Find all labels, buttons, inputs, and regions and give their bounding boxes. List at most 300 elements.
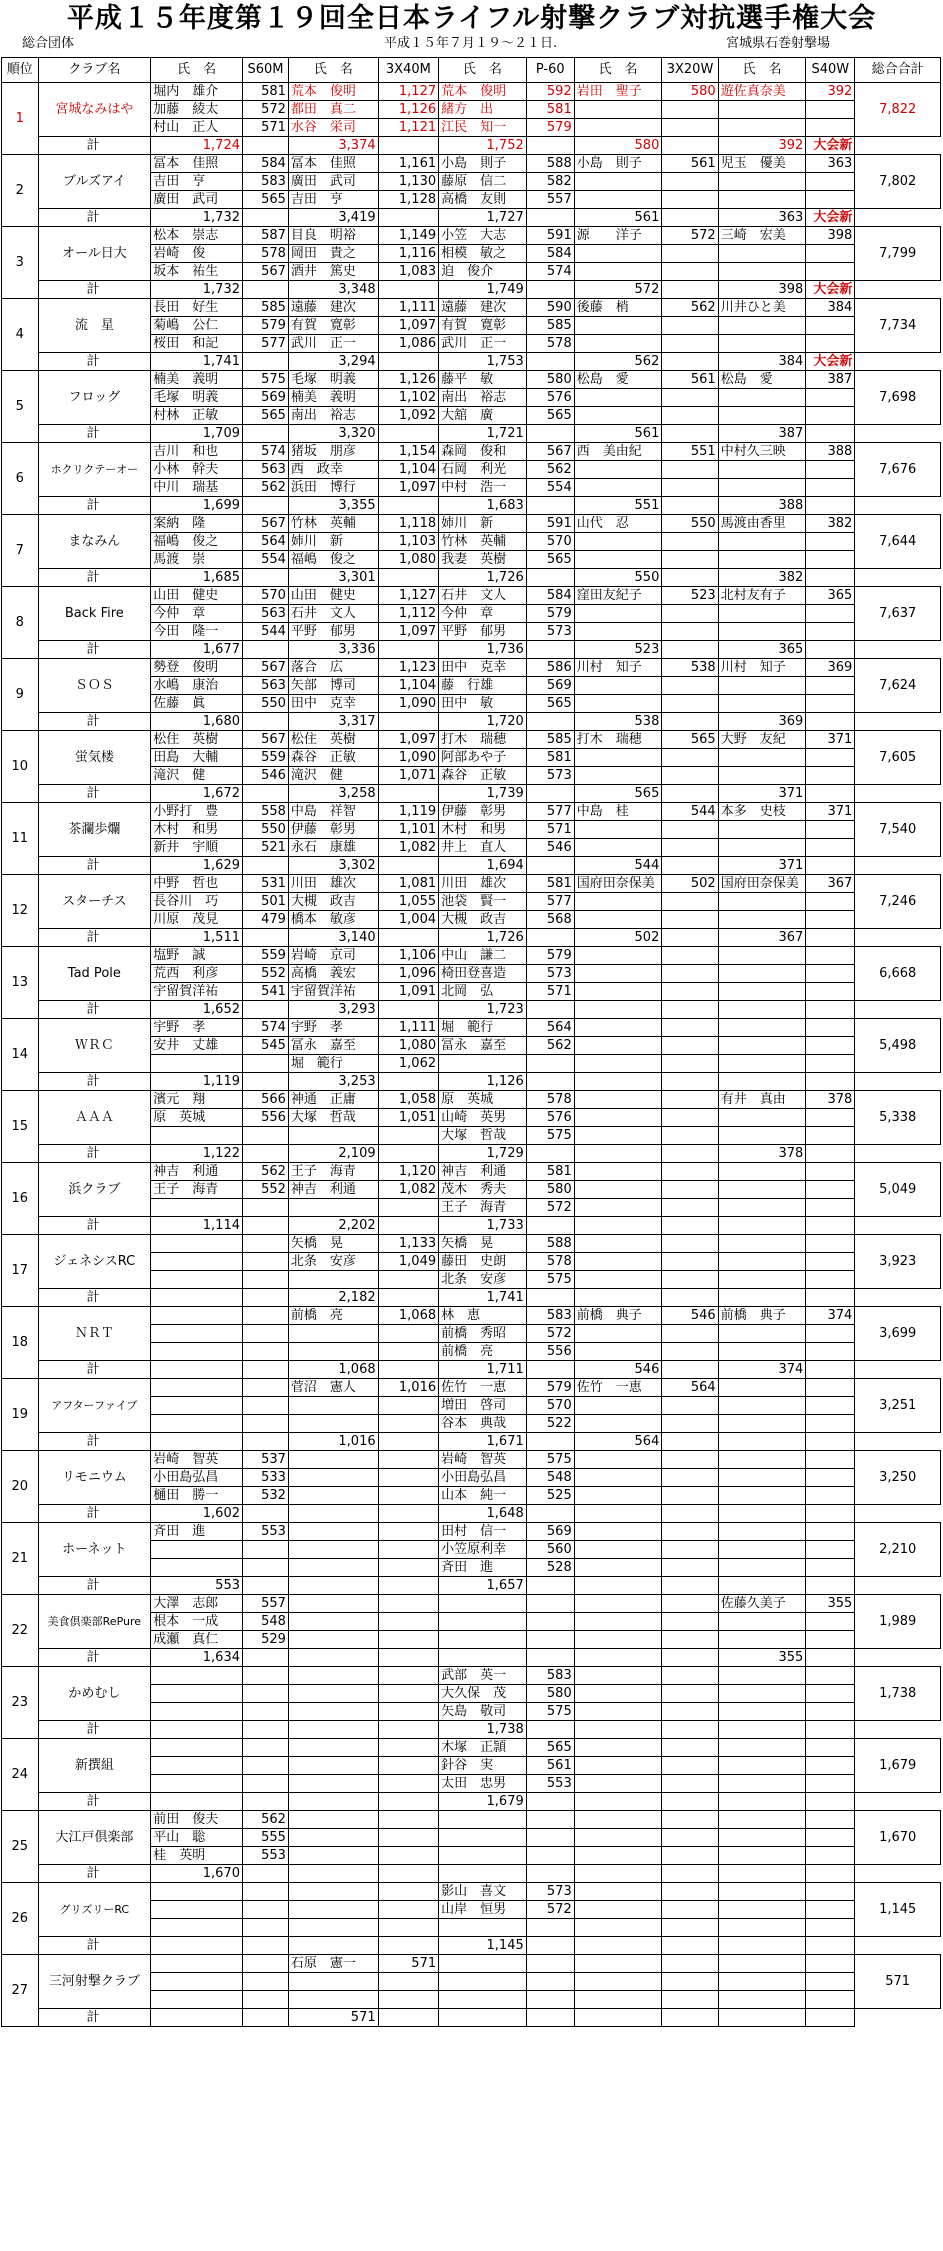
shooter-name: 谷本 典哉 — [439, 1415, 527, 1433]
shooter-name — [574, 245, 662, 263]
score-cell — [662, 821, 718, 839]
shooter-name: 樋田 勝一 — [151, 1487, 243, 1505]
score-cell: 565 — [662, 731, 718, 749]
total-score: 7,637 — [855, 587, 941, 641]
shooter-name: 荒本 俊明 — [439, 83, 527, 101]
subtotal-row — [2, 713, 941, 731]
shooter-name: 小野打 豊 — [151, 803, 243, 821]
subtotal-score: 363 — [718, 209, 806, 227]
shooter-name — [151, 1955, 243, 1973]
score-cell — [806, 767, 855, 785]
score-cell: 562 — [243, 479, 289, 497]
score-cell: 569 — [243, 389, 289, 407]
blank-cell — [378, 1361, 439, 1379]
score-cell: 525 — [526, 1487, 574, 1505]
score-cell: 538 — [662, 659, 718, 677]
shooter-name — [151, 1415, 243, 1433]
blank-cell — [662, 713, 718, 731]
shooter-name: 川村 知子 — [718, 659, 806, 677]
subtotal-score: 3,258 — [288, 785, 378, 803]
score-cell — [806, 1703, 855, 1721]
score-cell: 565 — [243, 407, 289, 425]
blank-cell — [243, 353, 289, 371]
shooter-name — [574, 983, 662, 1001]
score-cell — [662, 1901, 718, 1919]
subtotal-label: 計 — [38, 1793, 151, 1811]
blank-cell — [662, 209, 718, 227]
total-score: 7,540 — [855, 803, 941, 857]
shooter-name — [718, 1235, 806, 1253]
subtotal-score — [718, 1433, 806, 1451]
score-cell — [662, 1055, 718, 1073]
subtotal-score: 1,016 — [288, 1433, 378, 1451]
shooter-name: 石井 文人 — [288, 605, 378, 623]
score-cell: 1,104 — [378, 677, 439, 695]
score-cell — [806, 1037, 855, 1055]
shooter-name: 冨本 佳照 — [288, 155, 378, 173]
score-cell: 576 — [526, 1109, 574, 1127]
score-cell — [806, 1487, 855, 1505]
subtotal-score: 1,677 — [151, 641, 243, 659]
subtotal-score: 3,294 — [288, 353, 378, 371]
score-cell — [662, 1811, 718, 1829]
score-cell: 1,121 — [378, 119, 439, 137]
shooter-name — [288, 1811, 378, 1829]
score-cell: 574 — [243, 1019, 289, 1037]
total-score: 1,989 — [855, 1595, 941, 1649]
score-cell — [662, 1451, 718, 1469]
blank-cell — [378, 1793, 439, 1811]
subtotal-score: 1,736 — [439, 641, 527, 659]
record-badge — [806, 1001, 855, 1019]
subheader — [0, 34, 943, 54]
blank-cell — [243, 785, 289, 803]
score-cell — [526, 1595, 574, 1613]
shooter-name — [718, 101, 806, 119]
shooter-name — [718, 1559, 806, 1577]
shooter-name — [151, 1757, 243, 1775]
table-row — [2, 299, 941, 317]
shooter-name — [718, 1991, 806, 2009]
shooter-name: 武川 正一 — [288, 335, 378, 353]
score-cell — [662, 1775, 718, 1793]
total-score: 7,246 — [855, 875, 941, 929]
score-cell: 1,120 — [378, 1163, 439, 1181]
rank-cell: 15 — [2, 1091, 39, 1163]
shooter-name: 打木 瑞穂 — [439, 731, 527, 749]
column-header: 氏 名 — [151, 58, 243, 83]
total-score: 5,498 — [855, 1019, 941, 1073]
score-cell: 1,149 — [378, 227, 439, 245]
score-cell — [662, 1127, 718, 1145]
score-cell: 553 — [243, 1523, 289, 1541]
score-cell: 575 — [526, 1451, 574, 1469]
score-cell — [806, 1757, 855, 1775]
record-badge — [806, 1073, 855, 1091]
score-cell — [243, 1559, 289, 1577]
blank-cell — [378, 425, 439, 443]
score-cell — [806, 245, 855, 263]
subtotal-score: 1,726 — [439, 929, 527, 947]
score-cell: 581 — [243, 83, 289, 101]
score-cell — [662, 1739, 718, 1757]
score-cell — [243, 1055, 289, 1073]
subtotal-score — [439, 1865, 527, 1883]
shooter-name: 窪田友紀子 — [574, 587, 662, 605]
subtotal-score — [574, 1505, 662, 1523]
shooter-name: 藤原 信二 — [439, 173, 527, 191]
subtotal-label: 計 — [38, 1577, 151, 1595]
shooter-name: 中村久三映 — [718, 443, 806, 461]
score-cell: 579 — [526, 119, 574, 137]
subtotal-score: 2,109 — [288, 1145, 378, 1163]
shooter-name — [718, 1037, 806, 1055]
score-cell — [806, 749, 855, 767]
table-row — [2, 947, 941, 965]
shooter-name — [151, 1703, 243, 1721]
shooter-name: 石井 文人 — [439, 587, 527, 605]
shooter-name — [718, 1271, 806, 1289]
score-cell: 551 — [662, 443, 718, 461]
subtotal-score: 544 — [574, 857, 662, 875]
table-row — [2, 587, 941, 605]
shooter-name — [151, 1235, 243, 1253]
blank-cell — [378, 857, 439, 875]
score-cell: 561 — [526, 1757, 574, 1775]
shooter-name: 勢登 俊明 — [151, 659, 243, 677]
score-cell — [806, 623, 855, 641]
score-cell: 1,016 — [378, 1379, 439, 1397]
blank-cell — [526, 209, 574, 227]
shooter-name — [574, 479, 662, 497]
score-cell — [662, 1685, 718, 1703]
blank-cell — [243, 1217, 289, 1235]
shooter-name: 三崎 宏美 — [718, 227, 806, 245]
subtotal-score — [151, 2009, 243, 2027]
subtotal-score: 398 — [718, 281, 806, 299]
subtotal-score: 1,711 — [439, 1361, 527, 1379]
club-name: グリズリーRC — [38, 1883, 151, 1937]
score-cell: 580 — [526, 1685, 574, 1703]
score-cell: 584 — [526, 245, 574, 263]
blank-cell — [526, 137, 574, 155]
subtotal-score: 1,652 — [151, 1001, 243, 1019]
shooter-name: 迫 俊介 — [439, 263, 527, 281]
shooter-name: 坂本 祐生 — [151, 263, 243, 281]
shooter-name: 森谷 正敏 — [439, 767, 527, 785]
score-cell: 562 — [243, 1163, 289, 1181]
blank-cell — [662, 1937, 718, 1955]
shooter-name — [718, 551, 806, 569]
shooter-name: 田中 克幸 — [439, 659, 527, 677]
table-row — [2, 1091, 941, 1109]
record-badge: 大会新 — [806, 281, 855, 299]
subtotal-score: 387 — [718, 425, 806, 443]
shooter-name: 安井 丈雄 — [151, 1037, 243, 1055]
blank-cell — [662, 785, 718, 803]
shooter-name — [574, 1343, 662, 1361]
shooter-name: 平山 聡 — [151, 1829, 243, 1847]
shooter-name — [718, 1469, 806, 1487]
subtotal-score — [718, 1505, 806, 1523]
shooter-name: 緒方 出 — [439, 101, 527, 119]
shooter-name: 川村 知子 — [574, 659, 662, 677]
blank-cell — [662, 2009, 718, 2027]
shooter-name: 中島 桂 — [574, 803, 662, 821]
score-cell: 579 — [526, 947, 574, 965]
shooter-name: 村山 正人 — [151, 119, 243, 137]
blank-cell — [526, 1865, 574, 1883]
shooter-name: 中野 哲也 — [151, 875, 243, 893]
blank-cell — [378, 713, 439, 731]
shooter-name: 藤平 敏 — [439, 371, 527, 389]
shooter-name — [288, 1685, 378, 1703]
club-name: アフターファイブ — [38, 1379, 151, 1433]
subtotal-score — [574, 1145, 662, 1163]
shooter-name — [288, 1901, 378, 1919]
event-dates: 平成１５年７月１９～２１日. — [384, 36, 558, 51]
shooter-name — [151, 1973, 243, 1991]
shooter-name — [718, 1973, 806, 1991]
shooter-name — [574, 1163, 662, 1181]
score-cell — [806, 1811, 855, 1829]
score-cell: 587 — [243, 227, 289, 245]
shooter-name — [718, 1757, 806, 1775]
shooter-name: 太田 忠男 — [439, 1775, 527, 1793]
shooter-name: 石原 憲一 — [288, 1955, 378, 1973]
score-cell: 573 — [526, 623, 574, 641]
score-cell: 583 — [526, 1307, 574, 1325]
score-cell — [243, 1379, 289, 1397]
blank-cell — [662, 497, 718, 515]
score-cell — [662, 1253, 718, 1271]
score-cell: 570 — [526, 533, 574, 551]
subtotal-row — [2, 1361, 941, 1379]
subtotal-score: 1,634 — [151, 1649, 243, 1667]
subtotal-score — [151, 1721, 243, 1739]
shooter-name: 中島 祥智 — [288, 803, 378, 821]
shooter-name — [574, 1811, 662, 1829]
score-cell — [662, 1541, 718, 1559]
score-cell: 479 — [243, 911, 289, 929]
blank-cell — [378, 137, 439, 155]
shooter-name: 毛塚 明義 — [288, 371, 378, 389]
shooter-name — [718, 605, 806, 623]
club-name: ＳＯＳ — [38, 659, 151, 713]
subtotal-row — [2, 1937, 941, 1955]
shooter-name — [718, 263, 806, 281]
shooter-name — [718, 1487, 806, 1505]
table-row — [2, 1595, 941, 1613]
shooter-name: 武川 正一 — [439, 335, 527, 353]
score-cell — [662, 839, 718, 857]
score-cell: 398 — [806, 227, 855, 245]
subtotal-score: 3,302 — [288, 857, 378, 875]
score-cell: 1,102 — [378, 389, 439, 407]
score-cell: 544 — [662, 803, 718, 821]
score-cell: 557 — [526, 191, 574, 209]
subtotal-row — [2, 857, 941, 875]
table-row — [2, 1811, 941, 1829]
record-badge — [806, 1145, 855, 1163]
club-name: ＮＲＴ — [38, 1307, 151, 1361]
shooter-name: 相模 敏之 — [439, 245, 527, 263]
score-cell: 537 — [243, 1451, 289, 1469]
score-cell — [662, 1973, 718, 1991]
club-name: ホクリクテーオー — [38, 443, 151, 497]
score-cell — [806, 1955, 855, 1973]
shooter-name — [574, 1451, 662, 1469]
subtotal-score: 3,419 — [288, 209, 378, 227]
score-cell: 591 — [526, 227, 574, 245]
subtotal-label: 計 — [38, 353, 151, 371]
score-cell: 588 — [526, 1235, 574, 1253]
score-cell: 565 — [526, 407, 574, 425]
blank-cell — [526, 929, 574, 947]
blank-cell — [662, 929, 718, 947]
score-cell: 1,097 — [378, 623, 439, 641]
shooter-name — [288, 1973, 378, 1991]
shooter-name: 岩崎 京司 — [288, 947, 378, 965]
score-cell — [806, 1451, 855, 1469]
shooter-name: 酒井 篤史 — [288, 263, 378, 281]
shooter-name: 廣田 武司 — [288, 173, 378, 191]
score-cell: 586 — [526, 659, 574, 677]
score-cell: 365 — [806, 587, 855, 605]
subtotal-score — [288, 1505, 378, 1523]
shooter-name: 馬渡 崇 — [151, 551, 243, 569]
rank-cell: 9 — [2, 659, 39, 731]
score-cell — [243, 1991, 289, 2009]
score-cell — [806, 1523, 855, 1541]
shooter-name — [439, 1829, 527, 1847]
shooter-name — [151, 1397, 243, 1415]
subtotal-score: 378 — [718, 1145, 806, 1163]
subtotal-score: 1,733 — [439, 1217, 527, 1235]
shooter-name — [288, 1595, 378, 1613]
table-row — [2, 1883, 941, 1901]
shooter-name — [574, 1919, 662, 1937]
record-badge — [806, 1289, 855, 1307]
score-cell — [806, 1883, 855, 1901]
score-cell — [806, 1181, 855, 1199]
shooter-name: 長田 好生 — [151, 299, 243, 317]
score-cell — [243, 1271, 289, 1289]
blank-cell — [662, 641, 718, 659]
shooter-name: 西 政幸 — [288, 461, 378, 479]
shooter-name — [574, 1055, 662, 1073]
score-cell — [662, 947, 718, 965]
subtotal-score: 384 — [718, 353, 806, 371]
score-cell: 1,097 — [378, 317, 439, 335]
score-cell: 1,111 — [378, 299, 439, 317]
score-cell: 550 — [243, 695, 289, 713]
shooter-name — [574, 335, 662, 353]
subtotal-row — [2, 425, 941, 443]
shooter-name — [718, 1415, 806, 1433]
shooter-name — [288, 1757, 378, 1775]
shooter-name — [151, 1307, 243, 1325]
score-cell — [662, 965, 718, 983]
blank-cell — [378, 569, 439, 587]
shooter-name — [288, 1469, 378, 1487]
shooter-name: 田島 大輔 — [151, 749, 243, 767]
subtotal-score: 572 — [574, 281, 662, 299]
shooter-name — [288, 1397, 378, 1415]
subtotal-score: 1,685 — [151, 569, 243, 587]
score-cell: 580 — [662, 83, 718, 101]
subtotal-score: 561 — [574, 425, 662, 443]
score-cell: 581 — [526, 749, 574, 767]
score-cell: 584 — [243, 155, 289, 173]
score-cell: 374 — [806, 1307, 855, 1325]
shooter-name: 本多 史枝 — [718, 803, 806, 821]
shooter-name: 村林 正敏 — [151, 407, 243, 425]
shooter-name — [718, 1955, 806, 1973]
shooter-name — [574, 605, 662, 623]
shooter-name — [574, 695, 662, 713]
shooter-name: 藤 行雄 — [439, 677, 527, 695]
subtotal-score — [718, 1001, 806, 1019]
subtotal-score: 1,629 — [151, 857, 243, 875]
shooter-name: 矢島 敬司 — [439, 1703, 527, 1721]
shooter-name: 山代 忍 — [574, 515, 662, 533]
score-cell: 1,127 — [378, 83, 439, 101]
shooter-name: 遠藤 建次 — [288, 299, 378, 317]
total-score: 7,698 — [855, 371, 941, 425]
table-row — [2, 1379, 941, 1397]
club-name: 流 星 — [38, 299, 151, 353]
shooter-name — [718, 983, 806, 1001]
subtotal-score: 1,749 — [439, 281, 527, 299]
total-score: 7,605 — [855, 731, 941, 785]
score-cell — [378, 1523, 439, 1541]
table-row — [2, 1667, 941, 1685]
rank-cell: 26 — [2, 1883, 39, 1955]
score-cell — [526, 1847, 574, 1865]
score-cell — [526, 1055, 574, 1073]
subtotal-score: 1,732 — [151, 281, 243, 299]
score-cell: 529 — [243, 1631, 289, 1649]
score-cell — [378, 1451, 439, 1469]
subtotal-score: 1,741 — [151, 353, 243, 371]
score-cell: 567 — [243, 731, 289, 749]
score-cell: 563 — [243, 605, 289, 623]
shooter-name: 矢部 博司 — [288, 677, 378, 695]
shooter-name: 遊佐真奈美 — [718, 83, 806, 101]
shooter-name: 原 英城 — [151, 1109, 243, 1127]
shooter-name — [574, 1523, 662, 1541]
score-cell: 1,161 — [378, 155, 439, 173]
score-cell — [243, 1901, 289, 1919]
rank-cell: 8 — [2, 587, 39, 659]
blank-cell — [243, 1145, 289, 1163]
shooter-name: 楠美 義明 — [151, 371, 243, 389]
score-cell — [378, 1667, 439, 1685]
shooter-name: 宇留賀洋祐 — [151, 983, 243, 1001]
shooter-name — [439, 1919, 527, 1937]
shooter-name — [439, 1811, 527, 1829]
score-cell — [662, 1415, 718, 1433]
blank-cell — [378, 1937, 439, 1955]
shooter-name — [151, 1991, 243, 2009]
shooter-name: 大塚 哲哉 — [288, 1109, 378, 1127]
score-cell — [243, 1757, 289, 1775]
shooter-name — [151, 1253, 243, 1271]
shooter-name — [151, 1559, 243, 1577]
score-cell: 578 — [526, 1091, 574, 1109]
shooter-name: 岩田 聖子 — [574, 83, 662, 101]
